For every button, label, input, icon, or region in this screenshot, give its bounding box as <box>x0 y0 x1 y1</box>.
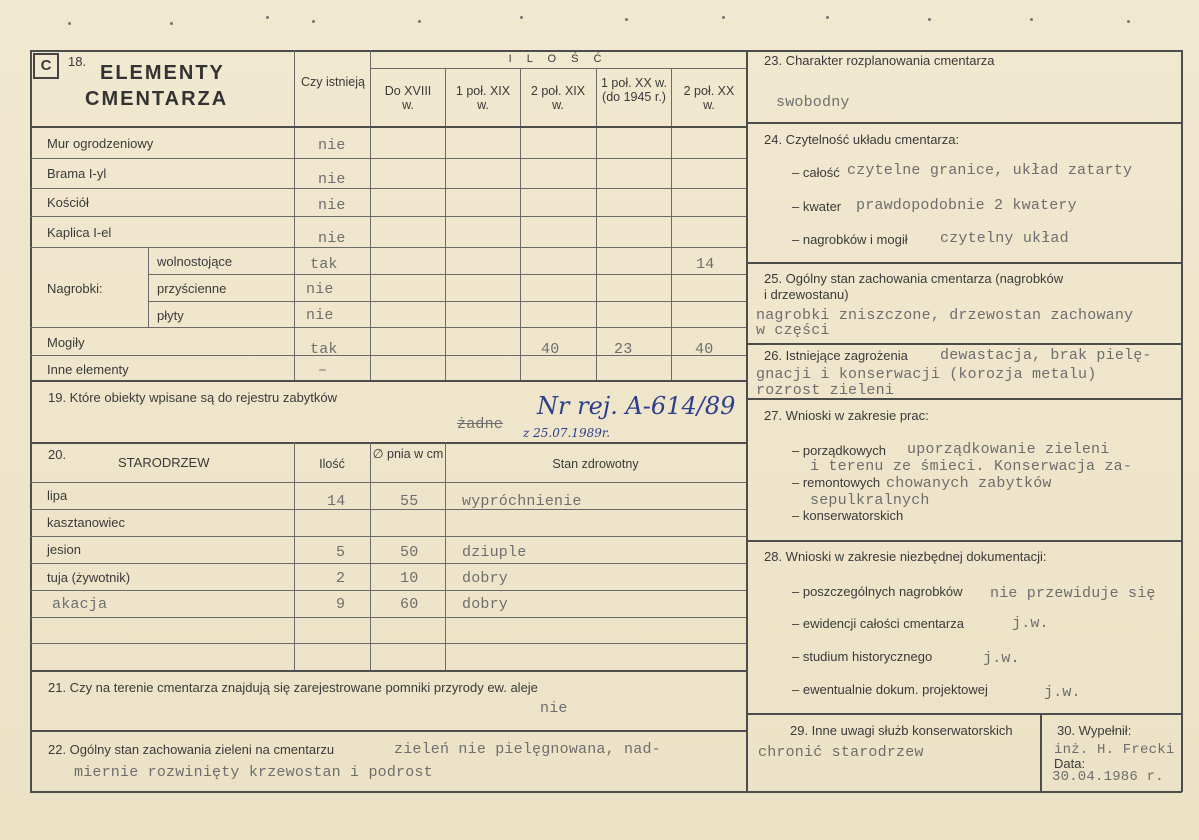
tree-state: dobry <box>462 570 509 587</box>
s28-d-value: j.w. <box>1044 684 1081 701</box>
s27-rem-value2: sepulkralnych <box>810 492 930 509</box>
grid-line <box>746 343 1182 345</box>
tree-name: lipa <box>47 488 68 503</box>
s26-value-line2: gnacji i konserwacji (korozja metalu) <box>756 366 1097 383</box>
grid-line <box>148 274 746 275</box>
grid-line <box>445 442 446 670</box>
row-label-inne: Inne elementy <box>47 362 129 377</box>
paper-dot <box>266 16 269 19</box>
grid-line <box>148 247 149 327</box>
col-header-ilosc: I L O Ś Ć <box>508 53 608 65</box>
grid-line <box>671 68 672 380</box>
col-header-1xx: 1 poł. XX w. (do 1945 r.) <box>600 76 667 104</box>
row-value-inne: – <box>318 362 328 379</box>
s26-value-line1: dewastacja, brak pielę- <box>940 347 1152 364</box>
s28-label: 28. Wnioski w zakresie niezbędnej dokumentacji: <box>764 549 1047 564</box>
s29-label: 29. Inne uwagi służb konserwatorskich <box>790 723 1013 738</box>
grid-line <box>148 301 746 302</box>
s29-value: chronić starodrzew <box>758 744 924 761</box>
s20-col-diam: ∅ pnia w cm <box>372 447 444 461</box>
frame-left <box>30 50 32 792</box>
row-value-przysc: nie <box>306 281 334 298</box>
grid-line <box>1040 713 1042 792</box>
s28-a-value: nie przewiduje się <box>990 585 1156 602</box>
s30-date-label: Data: <box>1054 756 1086 771</box>
s20-col-count: Ilość <box>319 457 345 471</box>
paper-dot <box>170 22 173 25</box>
s28-c-label: – studium historycznego <box>792 649 933 664</box>
s26-value-line3: rozrost zieleni <box>756 382 895 399</box>
s25-label-line2: i drzewostanu) <box>764 287 849 302</box>
tree-name: kasztanowiec <box>47 515 126 530</box>
row-value-mogily: tak <box>310 341 338 358</box>
s24-kwater-label: – kwater <box>792 199 842 214</box>
paper-dot <box>312 20 315 23</box>
col-header-exists: Czy istnieją <box>301 75 365 89</box>
tree-diam: 60 <box>400 596 419 613</box>
row-value-plyty: nie <box>306 307 334 324</box>
grid-line <box>30 509 746 510</box>
row-label-mogily: Mogiły <box>47 335 85 350</box>
s30-label: 30. Wypełnił: <box>1057 723 1132 738</box>
s23-value: swobodny <box>776 94 850 111</box>
grid-line <box>520 68 521 380</box>
col-header-2xx: 2 poł. XX w. <box>683 84 735 112</box>
s27-rem-value: chowanych zabytków <box>886 475 1052 492</box>
s22-label: 22. Ogólny stan zachowania zieleni na cmentarzu <box>48 742 335 757</box>
s22-value-line1: zieleń nie pielęgnowana, nad- <box>394 741 661 758</box>
paper-dot <box>418 20 421 23</box>
frame-right <box>1181 50 1183 792</box>
s27-kons-label: – konserwatorskich <box>792 508 904 523</box>
row-value-mur: nie <box>318 137 346 154</box>
s25-value-line2: w części <box>756 322 830 339</box>
grid-line <box>30 643 746 644</box>
s30-name: inż. H. Frecki <box>1054 742 1175 758</box>
grid-line <box>30 536 746 537</box>
paper-dot <box>722 16 725 19</box>
tree-name: akacja <box>52 596 108 613</box>
s30-date: 30.04.1986 r. <box>1052 769 1164 785</box>
row-label-kaplica: Kaplica I-el <box>47 225 112 240</box>
row-label-kosciol: Kościół <box>47 195 89 210</box>
s26-label: 26. Istniejące zagrożenia <box>764 348 908 363</box>
s22-value-line2: miernie rozwinięty krzewostan i podrost <box>74 764 433 781</box>
grid-line <box>30 590 746 591</box>
s19-handwritten-register: Nr rej. A-614/89 <box>537 392 736 420</box>
frame-bottom <box>30 791 1182 793</box>
paper-dot <box>1030 18 1033 21</box>
row-label-przysc: przyścienne <box>157 281 227 296</box>
grid-line <box>30 188 746 189</box>
row-value-kosciol: nie <box>318 197 346 214</box>
row-value-wolno-2xx: 14 <box>696 256 715 273</box>
frame-middle <box>746 50 748 792</box>
tree-count: 14 <box>327 493 346 510</box>
col-header-2xix: 2 poł. XIX w. <box>530 84 586 112</box>
s19-handwritten-date: z 25.07.1989r. <box>523 426 611 440</box>
grid-line <box>30 355 746 356</box>
s24-nagrobkow-value: czytelny układ <box>940 230 1069 247</box>
row-value-mogily-1xx: 23 <box>614 341 633 358</box>
grid-line <box>30 158 746 159</box>
tree-count: 9 <box>336 596 346 613</box>
s27-porz-value: uporządkowanie zieleni <box>907 441 1110 458</box>
col-header-1xix: 1 poł. XIX w. <box>455 84 511 112</box>
section-title-line1: ELEMENTY <box>100 62 225 84</box>
row-label-wolno: wolnostojące <box>157 254 233 269</box>
s27-porz-label: – porządkowych <box>792 443 886 458</box>
grid-line <box>596 68 597 380</box>
section-number: 18. <box>68 54 87 69</box>
s24-calosc-label: – całość <box>792 165 840 180</box>
tree-state: dobry <box>462 596 509 613</box>
tree-count: 2 <box>336 570 346 587</box>
row-label-nagrobki: Nagrobki: <box>47 281 103 296</box>
grid-line <box>445 68 446 380</box>
s21-value: nie <box>540 700 568 717</box>
row-value-mogily-2xx: 40 <box>695 341 714 358</box>
row-label-plyty: płyty <box>157 308 184 323</box>
grid-line <box>294 442 295 670</box>
col-header-xviii: Do XVIII w. <box>384 84 432 112</box>
s28-a-label: – poszczególnych nagrobków <box>792 584 963 599</box>
s20-number: 20. <box>48 447 67 462</box>
tree-diam: 55 <box>400 493 419 510</box>
s24-nagrobkow-label: – nagrobków i mogił <box>792 232 908 247</box>
s24-calosc-value: czytelne granice, układ zatarty <box>847 162 1133 179</box>
paper-dot <box>68 22 71 25</box>
row-value-wolno: tak <box>310 256 338 273</box>
tree-name: jesion <box>47 542 81 557</box>
s28-b-value: j.w. <box>1012 615 1049 632</box>
s23-label: 23. Charakter rozplanowania cmentarza <box>764 53 995 68</box>
paper-dot <box>625 18 628 21</box>
grid-line <box>30 670 746 672</box>
grid-line <box>370 442 371 670</box>
tree-state: dziuple <box>462 544 527 561</box>
s27-porz-value2: i terenu ze śmieci. Konserwacja za- <box>810 458 1133 475</box>
grid-line <box>30 563 746 564</box>
tree-count: 5 <box>336 544 346 561</box>
grid-line <box>746 262 1182 264</box>
grid-line <box>30 442 746 444</box>
grid-line <box>30 216 746 217</box>
tree-diam: 50 <box>400 544 419 561</box>
paper-dot <box>1127 20 1130 23</box>
section-letter-box: C <box>33 53 59 79</box>
s28-b-label: – ewidencji całości cmentarza <box>792 616 964 631</box>
s20-title: STARODRZEW <box>118 455 210 470</box>
row-label-mur: Mur ogrodzeniowy <box>47 136 154 151</box>
grid-line <box>30 327 746 328</box>
tree-state: wypróchnienie <box>462 493 582 510</box>
grid-line <box>30 126 746 128</box>
grid-line <box>30 617 746 618</box>
s21-label: 21. Czy na terenie cmentarza znajdują się zarejestrowane pomniki przyrody ew. aleje <box>48 680 538 695</box>
tree-name: tuja (żywotnik) <box>47 570 131 585</box>
paper-dot <box>826 16 829 19</box>
grid-line <box>30 380 746 382</box>
row-value-mogily-2xix: 40 <box>541 341 560 358</box>
s28-d-label: – ewentualnie dokum. projektowej <box>792 682 988 697</box>
s20-col-state: Stan zdrowotny <box>552 457 639 471</box>
grid-line <box>30 482 746 483</box>
grid-line <box>370 50 371 380</box>
row-label-brama: Brama I-yl <box>47 166 107 181</box>
grid-line <box>30 247 746 248</box>
tree-diam: 10 <box>400 570 419 587</box>
grid-line <box>746 540 1182 542</box>
grid-line <box>30 730 746 732</box>
row-value-kaplica: nie <box>318 230 346 247</box>
s24-kwater-value: prawdopodobnie 2 kwatery <box>856 197 1077 214</box>
grid-line <box>746 122 1182 124</box>
grid-line <box>294 50 295 380</box>
section-title-line2: CMENTARZA <box>85 88 229 110</box>
paper-dot <box>520 16 523 19</box>
grid-line <box>370 68 746 69</box>
s27-rem-label: – remontowych <box>792 475 881 490</box>
s25-value-line1: nagrobki zniszczone, drzewostan zachowany <box>756 307 1134 324</box>
s25-label-line1: 25. Ogólny stan zachowania cmentarza (nagrobków <box>764 271 1064 286</box>
s19-label: 19. Które obiekty wpisane są do rejestru zabytków <box>48 390 338 405</box>
s24-label: 24. Czytelność układu cmentarza: <box>764 132 960 147</box>
s28-c-value: j.w. <box>983 650 1020 667</box>
row-value-brama: nie <box>318 171 346 188</box>
s19-typed-value: żadne <box>457 416 504 433</box>
s27-label: 27. Wnioski w zakresie prac: <box>764 408 929 423</box>
paper-dot <box>928 18 931 21</box>
grid-line <box>746 713 1182 715</box>
